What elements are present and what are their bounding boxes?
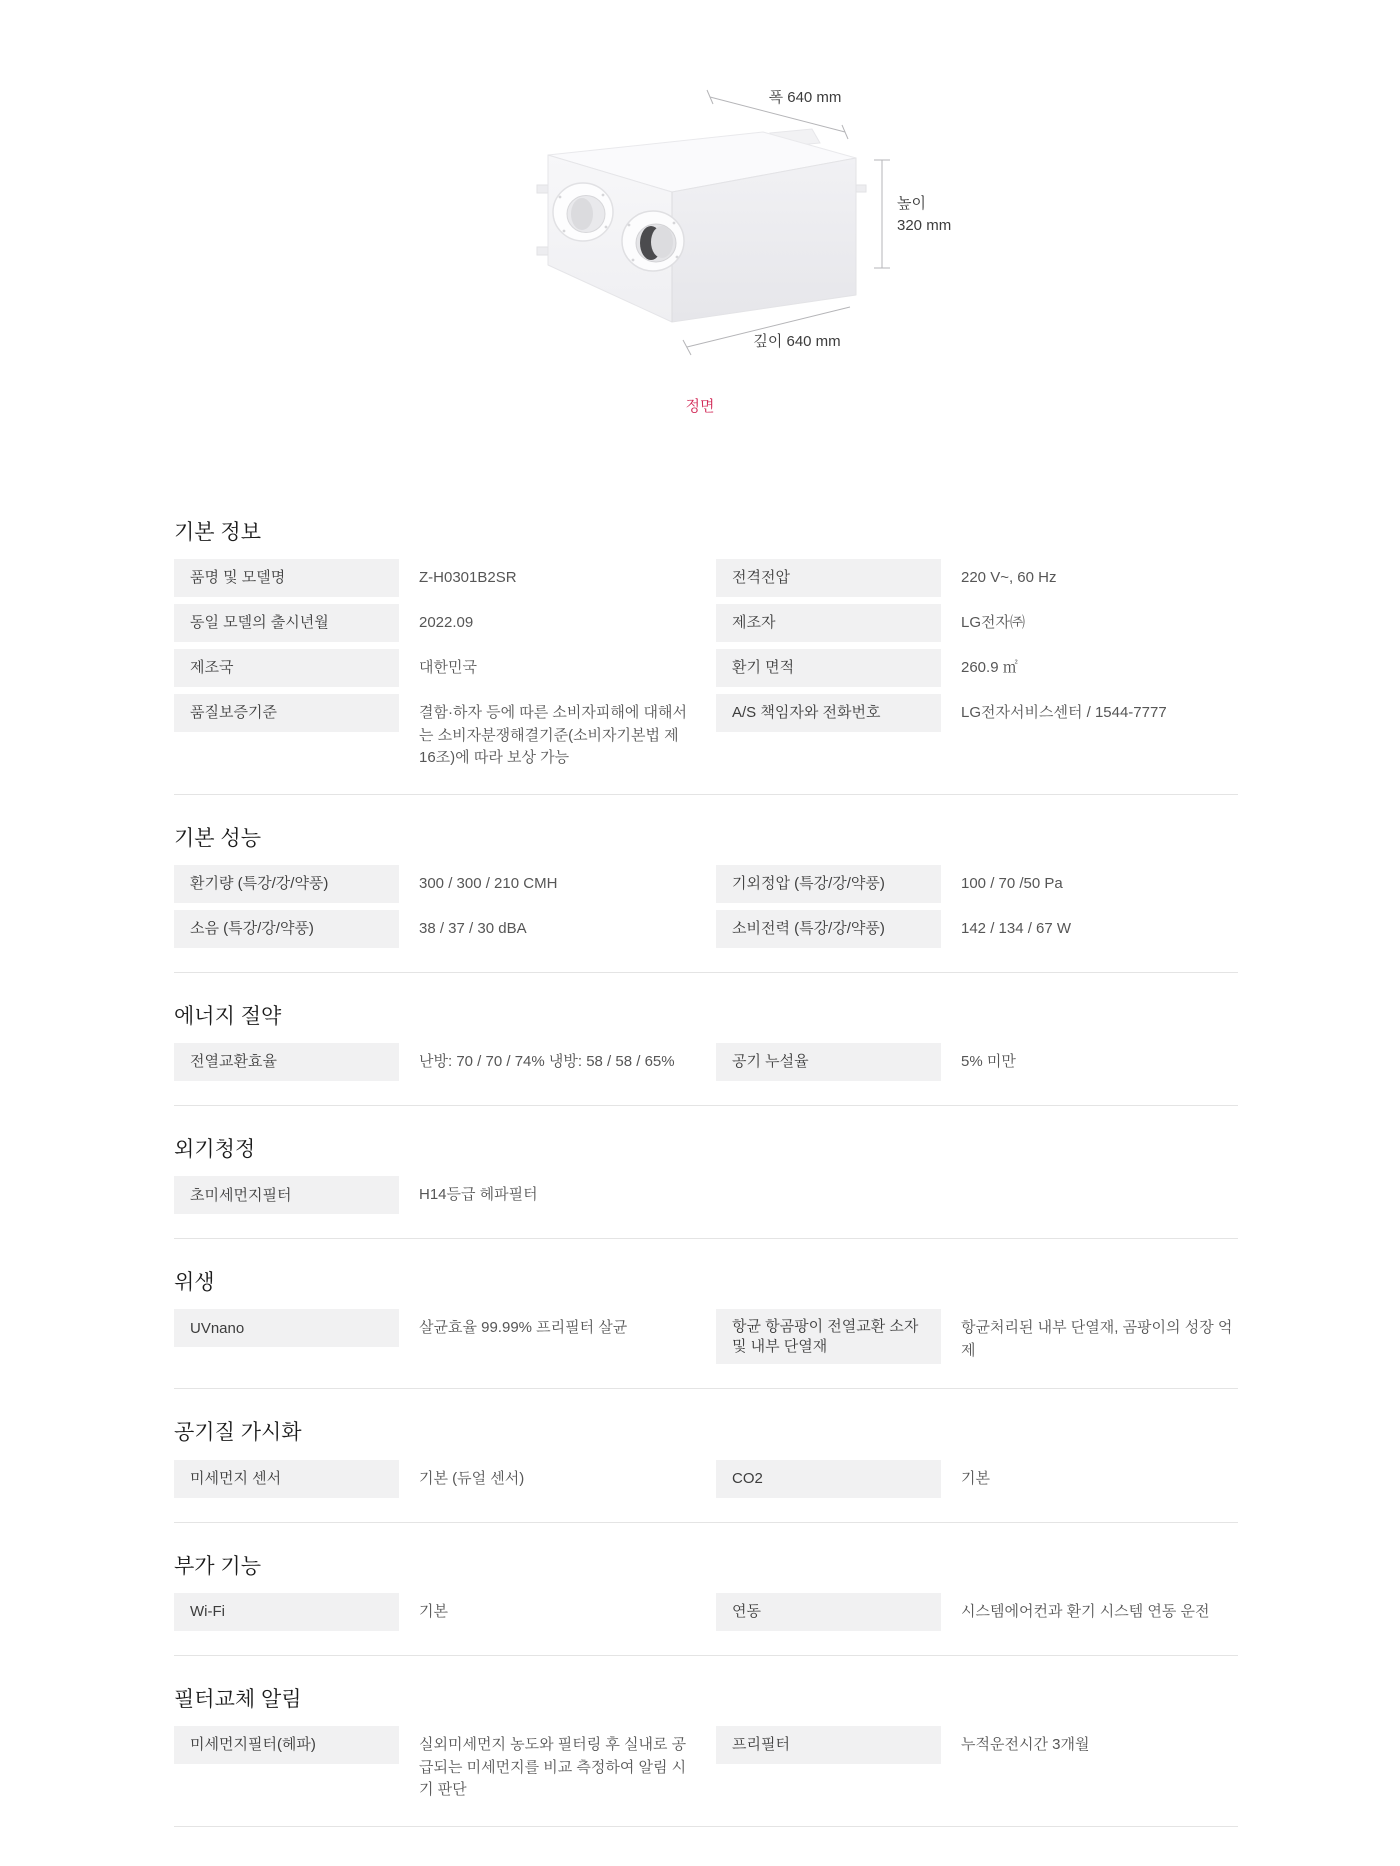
spec-label-cell: 품질보증기준 xyxy=(174,694,399,732)
spec-value: Z-H0301B2SR xyxy=(419,569,517,587)
spec-label-cell: 기외정압 (특강/강/약풍) xyxy=(716,865,941,903)
duct-port-left xyxy=(553,183,613,241)
spec-label-cell: 소비전력 (특강/강/약풍) xyxy=(716,910,941,948)
dim-height-value: 320 mm xyxy=(897,217,952,234)
spec-value: 260.9 ㎡ xyxy=(961,659,1018,677)
spec-table-additional-features xyxy=(174,1593,1238,1631)
section-divider xyxy=(174,1826,1238,1827)
spec-label-cell: 미세먼지필터(헤파) xyxy=(174,1726,399,1764)
spec-value: 살균효율 99.99% 프리필터 살균 xyxy=(419,1319,628,1337)
spec-label-cell: UVnano xyxy=(174,1309,399,1347)
dim-height-label: 높이 xyxy=(897,195,926,212)
spec-value: 142 / 134 / 67 W xyxy=(961,919,1072,937)
spec-label-cell: 전열교환효율 xyxy=(174,1043,399,1081)
spec-row xyxy=(716,559,1238,597)
spec-label-cell: A/S 책임자와 전화번호 xyxy=(716,694,941,732)
spec-row xyxy=(174,1726,696,1802)
spec-row xyxy=(174,1043,696,1081)
section-hygiene xyxy=(174,1270,1238,1364)
spec-row xyxy=(174,1460,696,1498)
spec-value: 2022.09 xyxy=(419,614,474,632)
section-divider xyxy=(174,972,1238,973)
spec-label-cell: 초미세먼지필터 xyxy=(174,1176,399,1214)
spec-table-outdoor-air-cleaning xyxy=(174,1176,1238,1214)
spec-label-cell: 품명 및 모델명 xyxy=(174,559,399,597)
section-title-basic-performance: 기본 성능 xyxy=(174,826,261,850)
duct-port-right xyxy=(622,211,684,271)
section-title-basic-info: 기본 정보 xyxy=(174,521,261,544)
section-divider xyxy=(174,1522,1238,1523)
spec-value: 결함·하자 등에 따른 소비자피해에 대해서는 소비자분쟁해결기준(소비자기본법 제 16조)에 따라 보상 가능 xyxy=(419,704,687,767)
spec-value: 대한민국 xyxy=(419,659,477,677)
spec-label-cell: 소음 (특강/강/약풍) xyxy=(174,910,399,948)
spec-value: 실외미세먼지 농도와 필터링 후 실내로 공급되는 미세먼지를 비교 측정하여 알림 시기 판단 xyxy=(419,1736,687,1798)
spec-table-basic-info xyxy=(174,559,1238,770)
spec-label-cell: 미세먼지 센서 xyxy=(174,1460,399,1498)
view-tab-front[interactable]: 정면 xyxy=(685,398,715,415)
section-additional-features xyxy=(174,1554,1238,1631)
product-figure-area xyxy=(0,0,1400,430)
section-divider xyxy=(174,1105,1238,1106)
spec-table-basic-performance xyxy=(174,865,1238,948)
spec-value: LG전자서비스센터 / 1544-7777 xyxy=(961,704,1167,722)
spec-sections xyxy=(174,520,1238,1827)
spec-row xyxy=(716,1043,1238,1081)
spec-value: 38 / 37 / 30 dBA xyxy=(419,919,527,937)
spec-table-energy-saving xyxy=(174,1043,1238,1081)
dimension-height xyxy=(874,160,951,268)
section-divider xyxy=(174,1388,1238,1389)
spec-label-cell: Wi-Fi xyxy=(174,1593,399,1631)
spec-row xyxy=(716,865,1238,903)
spec-row xyxy=(174,649,696,687)
spec-value: 100 / 70 /50 Pa xyxy=(961,874,1063,892)
spec-label-cell: 환기 면적 xyxy=(716,649,941,687)
section-title-outdoor-air-cleaning: 외기청정 xyxy=(174,1138,256,1162)
section-outdoor-air-cleaning xyxy=(174,1137,1238,1214)
spec-value: 항균처리된 내부 단열재, 곰팡이의 성장 억제 xyxy=(961,1319,1233,1359)
spec-row xyxy=(174,694,696,770)
section-energy-saving xyxy=(174,1004,1238,1081)
spec-label-cell: 연동 xyxy=(716,1593,941,1631)
spec-value: 누적운전시간 3개월 xyxy=(961,1736,1090,1753)
section-basic-performance xyxy=(174,826,1238,948)
spec-value: 기본 (듀얼 센서) xyxy=(419,1469,525,1487)
spec-row xyxy=(716,910,1238,948)
spec-row xyxy=(716,694,1238,732)
section-title-hygiene: 위생 xyxy=(174,1271,215,1295)
spec-value: 220 V~, 60 Hz xyxy=(961,569,1057,587)
spec-table-air-quality-visualization xyxy=(174,1460,1238,1498)
product-image xyxy=(520,85,1000,375)
spec-label-cell: 동일 모델의 출시년월 xyxy=(174,604,399,642)
section-title-additional-features: 부가 기능 xyxy=(174,1554,261,1578)
section-air-quality-visualization xyxy=(174,1420,1238,1497)
section-divider xyxy=(174,1655,1238,1656)
section-basic-info xyxy=(174,520,1238,770)
spec-label-cell: 공기 누설율 xyxy=(716,1043,941,1081)
spec-row xyxy=(716,1460,1238,1498)
section-divider xyxy=(174,1238,1238,1239)
spec-label-cell: CO2 xyxy=(716,1460,941,1498)
section-title-energy-saving: 에너지 절약 xyxy=(174,1004,282,1028)
spec-row xyxy=(716,649,1238,687)
spec-value: 시스템에어컨과 환기 시스템 연동 운전 xyxy=(961,1602,1210,1620)
dimension-width xyxy=(707,89,848,139)
spec-value: 300 / 300 / 210 CMH xyxy=(419,874,558,892)
spec-row xyxy=(716,1726,1238,1764)
section-title-air-quality-visualization: 공기질 가시화 xyxy=(174,1421,302,1445)
spec-row xyxy=(174,1176,696,1214)
dim-width-label: 폭 640 mm xyxy=(768,89,842,106)
spec-label-cell: 프리필터 xyxy=(716,1726,941,1764)
dim-depth-label: 깊이 640 mm xyxy=(753,333,841,350)
spec-row xyxy=(174,559,696,597)
spec-value: 5% 미만 xyxy=(961,1053,1016,1071)
spec-row xyxy=(174,910,696,948)
spec-row xyxy=(716,604,1238,642)
mount-tab-left-top xyxy=(537,185,549,193)
spec-label-cell: 전격전압 xyxy=(716,559,941,597)
section-filter-replacement-alert xyxy=(174,1687,1238,1802)
spec-table-filter-replacement-alert xyxy=(174,1726,1238,1802)
mount-tab-left-bottom xyxy=(537,247,549,255)
spec-row xyxy=(174,604,696,642)
spec-row xyxy=(174,865,696,903)
spec-value: H14등급 헤파필터 xyxy=(419,1186,538,1204)
section-divider xyxy=(174,794,1238,795)
spec-label-cell: 항균 항곰팡이 전열교환 소자 및 내부 단열재 xyxy=(716,1309,941,1364)
spec-row xyxy=(716,1309,1238,1364)
spec-value: 난방: 70 / 70 / 74% 냉방: 58 / 58 / 65% xyxy=(419,1053,675,1071)
spec-label-cell: 제조국 xyxy=(174,649,399,687)
spec-table-hygiene xyxy=(174,1309,1238,1364)
spec-row xyxy=(174,1309,696,1347)
spec-value: LG전자㈜ xyxy=(961,614,1025,632)
spec-value: 기본 xyxy=(419,1602,448,1620)
spec-row xyxy=(716,1593,1238,1631)
spec-label-cell: 환기량 (특강/강/약풍) xyxy=(174,865,399,903)
spec-value: 기본 xyxy=(961,1469,990,1487)
spec-label-cell: 제조자 xyxy=(716,604,941,642)
section-title-filter-replacement-alert: 필터교체 알림 xyxy=(174,1687,302,1711)
spec-row xyxy=(174,1593,696,1631)
